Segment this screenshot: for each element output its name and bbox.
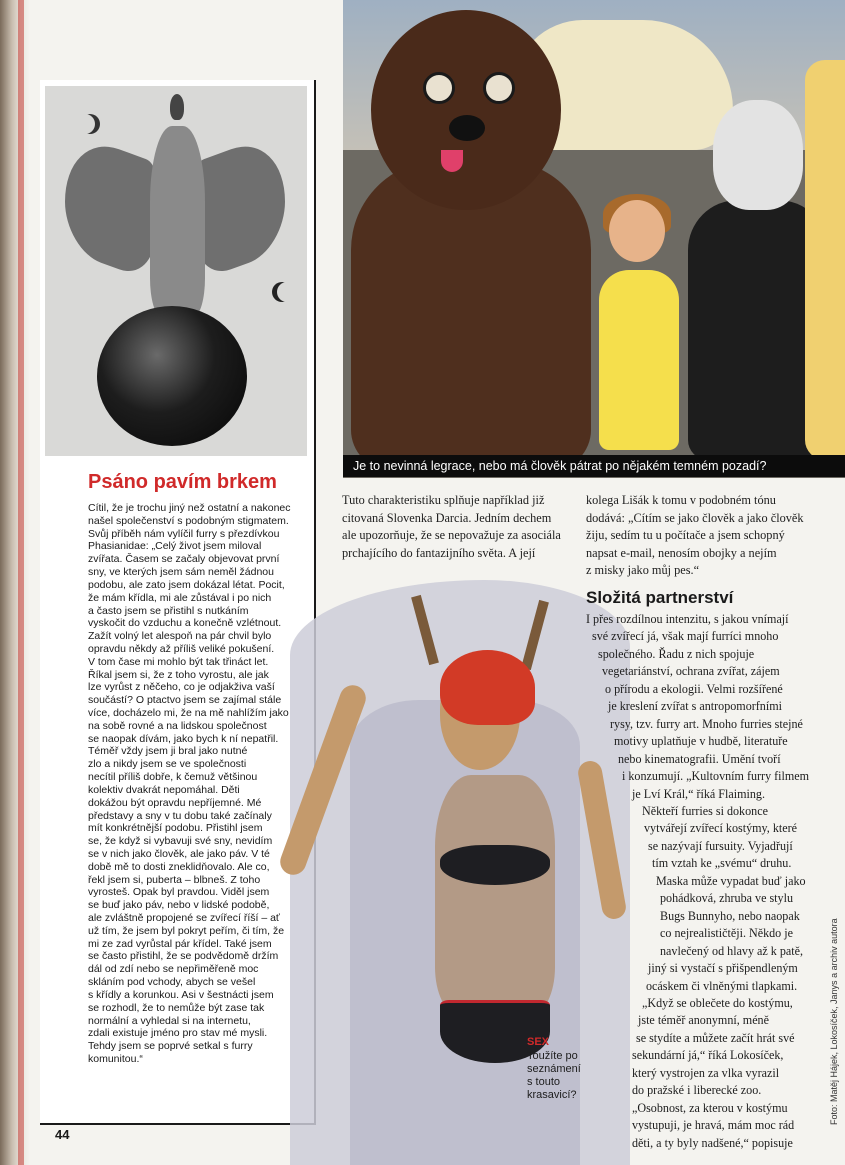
sidebar-line: V tom čase mi mohlo být tak třináct let. <box>88 655 269 668</box>
sidebar-line: že mám křídla, mi ale zůstával i po nich <box>88 591 272 604</box>
text-line: citovaná Slovenka Darcia. Jedním dechem <box>342 510 552 525</box>
sidebar-line: Svůj příběh nám vylíčil furry s přezdívkou <box>88 527 280 540</box>
text-line: o přírodu a ekologii. Velmi rozšířené <box>605 681 783 696</box>
baphomet-illustration <box>45 86 307 456</box>
sidebar-line: dokážou být opravdu nepříjemné. Mé <box>88 796 262 809</box>
sidebar-line: se v nich jako člověk, ale jako páv. V té <box>88 847 270 860</box>
sidebar-line: vyrosteš. Opak byl pravdou. Viděl jsem <box>88 886 270 899</box>
top-photo <box>343 0 845 478</box>
text-line: z misky jako můj pes.“ <box>586 563 700 577</box>
sidebar-line: komunitou.“ <box>88 1052 143 1065</box>
article-column-middle <box>342 492 561 562</box>
photo-credit: Foto: Matěj Hájek, Lokosíček, Janys a archiv autora <box>829 918 839 1125</box>
photo-caption: Je to nevinná legrace, nebo má člověk pátrat po nějakém temném pozadí? <box>343 455 845 477</box>
text-line: navlečený od hlavy až k patě, <box>660 943 804 958</box>
sidebar-line: součástí? O ptactvo jsem se zajímal stále <box>88 694 282 707</box>
text-line: do pražské i liberecké zoo. <box>632 1083 762 1098</box>
sidebar-line: Tehdy jsem se poprvé setkal s furry <box>88 1040 253 1053</box>
text-line: tím vztah ke „svému“ druhu. <box>652 856 792 871</box>
text-line: vystupuji, je hravá, mám moc rád <box>632 1118 795 1133</box>
text-line: motivy uplatňuje v hudbě, literatuře <box>614 734 788 749</box>
caption-line: krasavicí? <box>527 1089 577 1101</box>
sidebar-line: Zažít volný let alespoň na pár chvil bylo <box>88 630 272 643</box>
sidebar-line: našel společenství s podobným stigmatem. <box>88 514 289 527</box>
sidebar-line: normální a vyhledal si na internetu, <box>88 1014 251 1027</box>
text-line: své zvířecí já, však mají furríci mnoho <box>592 629 779 644</box>
page-spine <box>0 0 30 1165</box>
sidebar-line: sny, ve kterých jsem sám neměl žádnou <box>88 566 274 579</box>
sidebar-line: necítil příliš dobře, k čemuž většinou <box>88 771 258 784</box>
sidebar-line: kolektiv dvakrát nepomáhal. Děti <box>88 783 240 796</box>
sidebar-line: více, docházelo mi, že na mě nahlížím jako <box>88 707 289 719</box>
text-line: děti, a ty byly nadšené,“ popisuje <box>632 1135 793 1150</box>
sidebar-body <box>88 502 308 1066</box>
sidebar-line: vyskočit do vzduchu a konečně vzlétnout. <box>88 617 282 630</box>
text-line: Bugs Bunnyho, nebo naopak <box>660 908 800 923</box>
text-line: je kreslení zvířat s antropomorfními <box>608 699 782 714</box>
sidebar-line: představy a sny v tu dobu také začínaly <box>88 809 272 822</box>
section-body <box>580 611 809 1152</box>
dog-costume <box>351 0 591 470</box>
text-line: jste téměř anonymní, méně <box>638 1013 769 1028</box>
text-line: Někteří furries si dokonce <box>642 803 768 818</box>
text-line: ale upozorňuje, že se nepovažuje za asociála <box>342 528 561 542</box>
sidebar-line: době mě to dosti zneklidňovalo. Ale co, <box>88 860 270 873</box>
crescent-moon-icon <box>75 114 95 134</box>
spine-edge-stripe <box>18 0 24 1165</box>
text-line: rysy, tzv. furry art. Mnoho furries stejné <box>610 716 803 731</box>
text-line: prchajícího do fantazijního světa. A její <box>342 545 536 560</box>
sidebar-line: řekl jsem si, puberta – blbneš. Z toho <box>88 873 261 886</box>
text-line: žiju, sedím tu u počítače a jsem schopný <box>586 528 785 542</box>
text-line: je Lví Král,“ říká Flaiming. <box>632 786 765 801</box>
sidebar-line: skláním pod vchody, abych se vešel <box>88 976 256 989</box>
text-line: jiný si vystačí s přišpendleným <box>648 961 798 976</box>
page-number: 44 <box>55 1127 70 1142</box>
sidebar-line: zdali existuje jméno pro stav mé mysli. <box>88 1027 268 1040</box>
sidebar-line: se, že když si vybavuji své sny, nevidím <box>88 835 273 848</box>
sidebar-line: dál od zdí nebo se nepřiměřeně moc <box>88 963 259 976</box>
caption-line: Toužíte po <box>527 1050 578 1062</box>
text-line: společného. Řadu z nich spojuje <box>598 646 755 661</box>
black-sphere <box>97 306 247 446</box>
sidebar-line: už tím, že jsem byl pokryt peřím, či tím, že <box>88 924 285 937</box>
text-line: nebo kinematografii. Umění tvoří <box>618 751 781 766</box>
illustration-caption <box>527 1050 581 1102</box>
sidebar-line: se naopak dívám, jako bych k ní nepatřil. <box>88 732 279 745</box>
text-line: vegetariánství, ochrana zvířat, zájem <box>602 664 780 679</box>
text-line: co nejrealističtěji. Někdo je <box>660 926 793 941</box>
sidebar-line: se často přistihl, že se podvědomě držím <box>88 950 279 963</box>
sidebar-line: a často jsem se přistihl s nutkáním <box>88 604 249 617</box>
text-line: dodává: „Cítím se jako člověk a jako člověk <box>586 510 804 525</box>
text-line: sekundární já,“ říká Lokosíček, <box>632 1048 784 1063</box>
sidebar-line: Téměř vždy jsem ji bral jako nutné <box>88 745 248 758</box>
sidebar-line: Phasianidae: „Celý život jsem miloval <box>88 540 262 553</box>
girl-in-yellow-dress <box>591 200 681 450</box>
caption-line: s touto <box>527 1076 561 1088</box>
text-line: Tuto charakteristiku splňuje například již <box>342 493 545 507</box>
sidebar-line: opravdu někdy až příliš veliké pokušení. <box>88 642 275 655</box>
sidebar-line: mi ze zad vyrůstal pár křídel. Také jsem <box>88 937 272 950</box>
sidebar-line: mít konkrétnější podobu. Přistihl jsem <box>88 822 263 835</box>
sidebar-line: se rozhodl, že to nemůže být zase tak <box>88 1001 265 1014</box>
text-line: kolega Lišák k tomu v podobném tónu <box>586 493 776 507</box>
sidebar-line: zvířata. Časem se začaly objevovat první <box>88 553 280 566</box>
text-line: „Když se oblečete do kostýmu, <box>642 995 793 1010</box>
sidebar-line: ale zvláštně propojené se zvířecí říší – ať <box>88 912 280 924</box>
text-line: ocáskem či vlněnými tlapkami. <box>646 978 798 993</box>
sidebar-line: podobu, ale zato jsem dokázal létat. Pocit, <box>88 578 285 591</box>
text-line: i konzumují. „Kultovním furry filmem <box>622 769 810 784</box>
text-line: I přes rozdílnou intenzitu, s jakou vnímají <box>586 612 789 626</box>
crescent-moon-icon <box>277 282 297 302</box>
text-line: se stydíte a můžete začít hrát své <box>636 1030 795 1045</box>
text-line: vytvářejí zvířecí kostýmy, které <box>644 821 798 836</box>
illustration-label: SEX <box>527 1036 550 1048</box>
article-column-right <box>586 492 804 580</box>
text-line: pohádková, zhruba ve stylu <box>660 891 793 906</box>
sidebar-line: Říkal jsem si, že z toho vyrostu, ale jak <box>88 668 269 681</box>
text-line: se nazývají fursuity. Vyjadřují <box>648 838 793 853</box>
sidebar-line: zlo a nikdy jsem se ve společnosti <box>88 758 247 771</box>
sidebar-line: Cítil, že je trochu jiný než ostatní a nakonec <box>88 502 291 514</box>
yellow-costume <box>805 60 845 460</box>
sidebar-line: na sobě rovné a na lidskou společnost <box>88 719 267 732</box>
text-line: který vystrojen za vlka vyrazil <box>632 1065 780 1080</box>
sidebar-title: Psáno pavím brkem <box>88 471 277 493</box>
sidebar-line: s křídly a korunkou. Asi v šestnácti jsem <box>88 988 274 1001</box>
sidebar-line: se buď jako páv, nebo v lidské podobě, <box>88 899 270 912</box>
section-title: Složitá partnerství <box>586 588 734 607</box>
sidebar-line: lze vyrůst z něčeho, co je odjakživa vaší <box>88 681 275 694</box>
caption-line: seznámení <box>527 1063 581 1075</box>
text-line: „Osobnost, za kterou v kostýmu <box>632 1100 788 1115</box>
text-line: napsat e-mail, nenosím obojky a nejím <box>586 545 777 560</box>
text-line: Maska může vypadat buď jako <box>656 873 806 888</box>
